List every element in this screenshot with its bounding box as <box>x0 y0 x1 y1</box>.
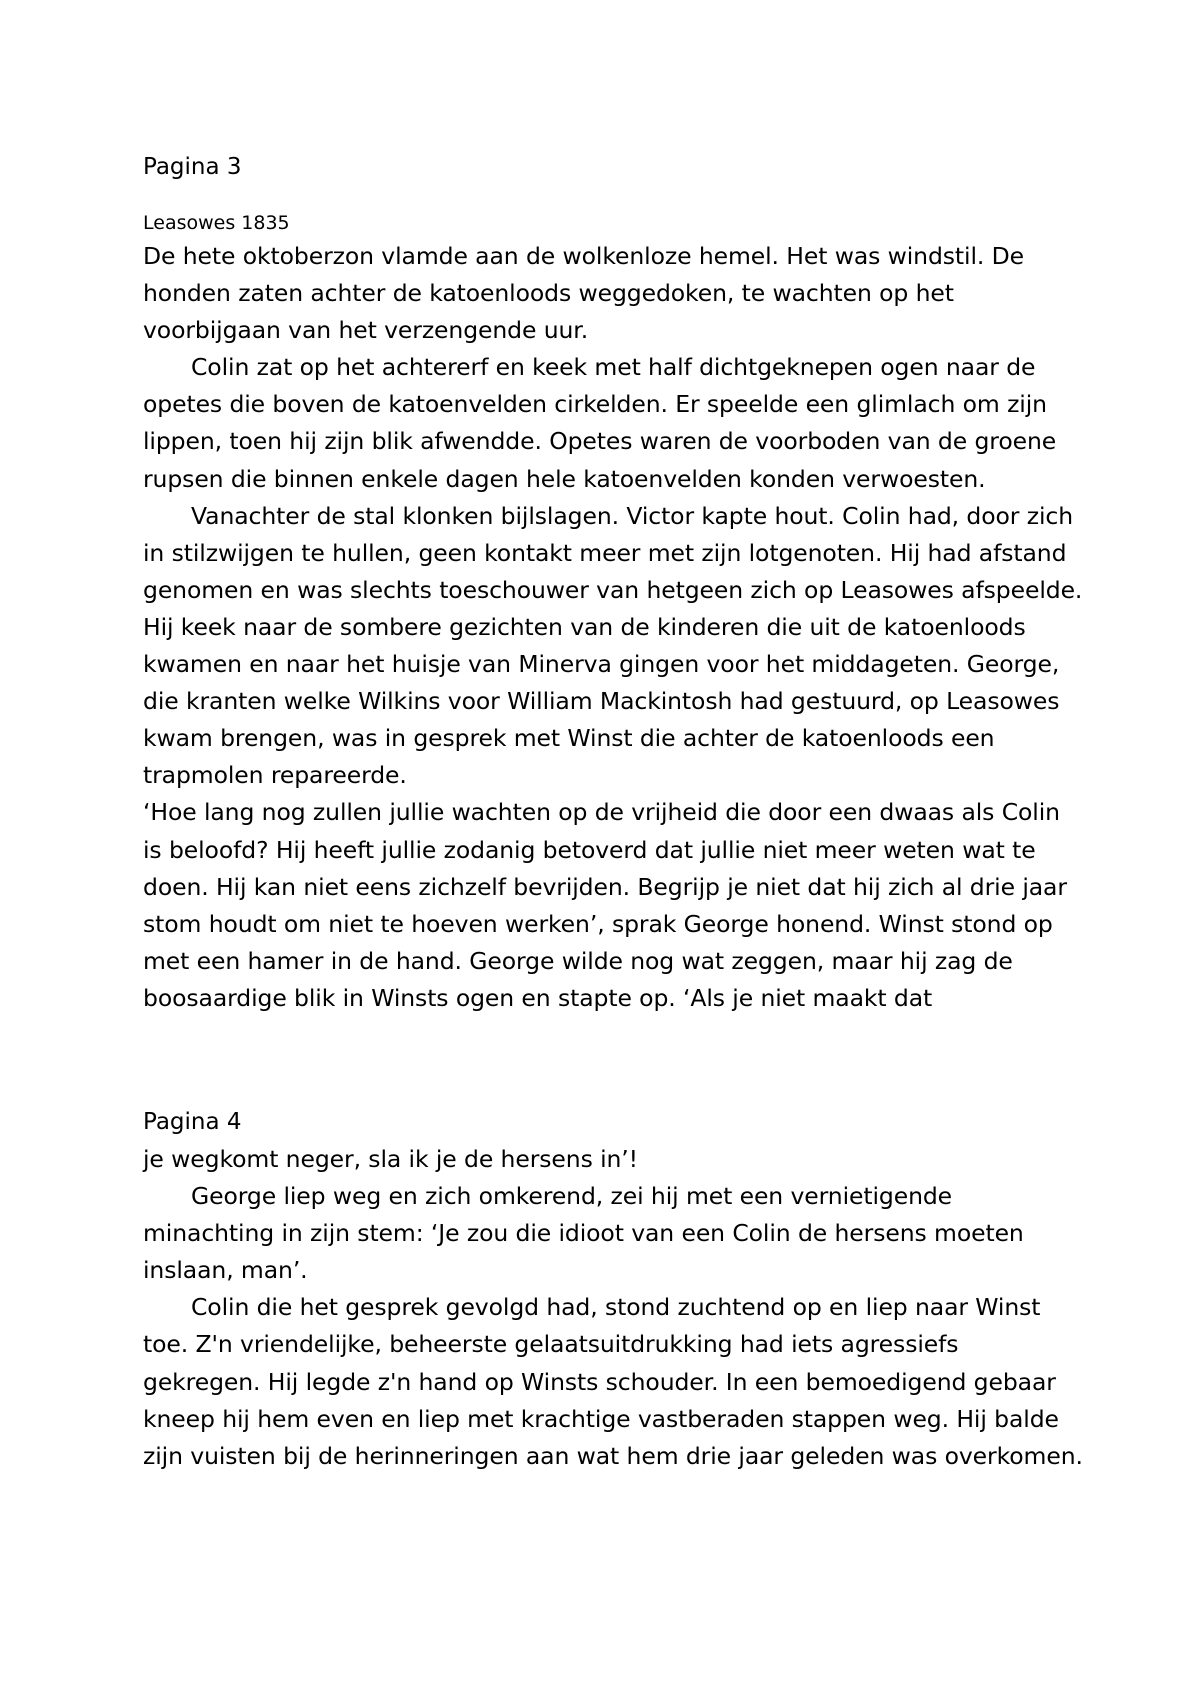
page-4-section <box>143 1104 1083 1475</box>
page-3-section <box>143 149 1083 1017</box>
paragraph: ‘Hoe lang nog zullen jullie wachten op de vrijheid die door een dwaas als Colin is beloofd? Hij heeft jullie zodanig betoverd dat jullie niet meer weten wat te doen. Hij kan niet eens zichzelf bevrijden. Begrijp je niet dat hij zich al drie jaar stom houdt om niet te hoeven werken’, sprak George honend. Winst stond op met een hamer in de hand. George wilde nog wat zeggen, maar hij zag de boosaardige blik in Winsts ogen en stapte op. ‘Als je niet maakt dat <box>143 798 1067 1012</box>
page-3-heading: Pagina 3 <box>143 154 242 180</box>
paragraph: De hete oktoberzon vlamde aan de wolkenloze hemel. Het was windstil. De honden zaten achter de katoenloods weggedoken, te wachten op het voorbijgaan van het verzengende uur. <box>143 242 1025 345</box>
place-date-heading: Leasowes 1835 <box>143 212 290 234</box>
paragraph: George liep weg en zich omkerend, zei hij met een vernietigende minachting in zijn stem: ‘Je zou die idioot van een Colin de hersens moeten inslaan, man’. <box>143 1182 1024 1285</box>
paragraph: Colin zat op het achtererf en keek met half dichtgeknepen ogen naar de opetes die boven de katoenvelden cirkelden. Er speelde een glimlach om zijn lippen, toen hij zijn blik afwendde. Opetes waren de voorboden van de groene rupsen die binnen enkele dagen hele katoenvelden konden verwoesten. <box>143 353 1057 493</box>
paragraph: je wegkomt neger, sla ik je de hersens in’! <box>143 1145 638 1173</box>
paragraph: Vanachter de stal klonken bijlslagen. Victor kapte hout. Colin had, door zich in stilzwijgen te hullen, geen kontakt meer met zijn lotgenoten. Hij had afstand genomen en was slechts toeschouwer van hetgeen zich op Leasowes afspeelde. Hij keek naar de sombere gezichten van de kinderen die uit de katoenloods kwamen en naar het huisje van Minerva gingen voor het middageten. George, die kranten welke Wilkins voor William Mackintosh had gestuurd, op Leasowes kwam brengen, was in gesprek met Winst die achter de katoenloods een trapmolen repareerde. <box>143 501 1083 790</box>
paragraph: Colin die het gesprek gevolgd had, stond zuchtend op en liep naar Winst toe. Z'n vriendelijke, beheerste gelaatsuitdrukking had iets agressiefs gekregen. Hij legde z'n hand op Winsts schouder. In een bemoedigend gebaar kneep hij hem even en liep met krachtige vastberaden stappen weg. Hij balde zijn vuisten bij de herinneringen aan wat hem drie jaar geleden was overkomen. <box>143 1293 1083 1470</box>
page-4-heading: Pagina 4 <box>143 1109 242 1135</box>
